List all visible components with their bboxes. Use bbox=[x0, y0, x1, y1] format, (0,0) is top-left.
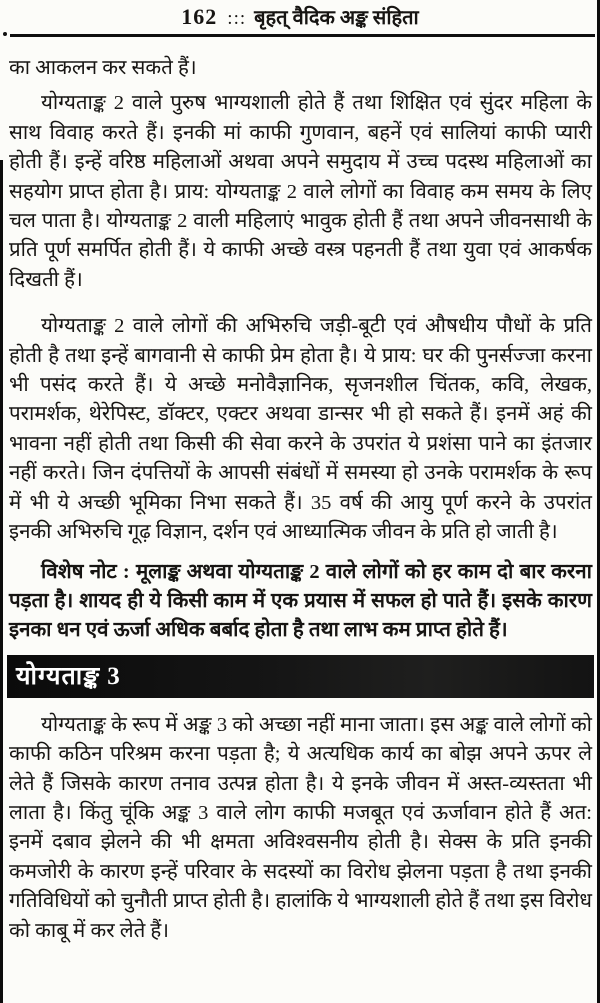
section-heading: योग्यताङ्क 3 bbox=[16, 662, 121, 690]
page-header bbox=[0, 0, 600, 33]
section-heading-banner bbox=[7, 655, 594, 698]
special-note-paragraph: विशेष नोट : मूलाङ्क अथवा योग्यताङ्क 2 वाले लोगों को हर काम दो बार करना पड़ता है। शायद ही ये किसी काम में एक प्रयास में सफल हो पाते हैं। इसके कारण इनका धन एवं ऊर्जा अधिक बर्बाद होता है तथा लाभ कम प्राप्त होते हैं। bbox=[9, 560, 592, 642]
scan-edge-left bbox=[0, 160, 3, 1003]
header-rule bbox=[10, 34, 595, 37]
page-number: 162 bbox=[181, 4, 218, 29]
paragraph-section-intro: योग्यताङ्क के रूप में अङ्क 3 को अच्छा नहीं माना जाता। इस अङ्क वाले लोगों को काफी कठिन परिश्रम करना पड़ता है; ये अत्यधिक कार्य का बोझ अपने ऊपर ले लेते हैं जिसके कारण तनाव उत्पन्न होता है। ये इनके जीवन में अस्त-व्यस्तता भी लाता है। किंतु चूंकि अङ्क 3 वाले लोग काफी मजबूत एवं ऊर्जावान होते हैं अत: इनमें दबाव झेलने की भी क्षमता अविश्वसनीय होती है। सेक्स के प्रति इनकी कमजोरी के कारण इन्हें परिवार के सदस्यों का विरोध झेलना पड़ता है तथा इनकी गतिविधियों को चुनौती प्राप्त होती है। हालांकि ये भाग्यशाली होते हैं तथा इस विरोध को काबू में कर लेते हैं। bbox=[9, 713, 592, 942]
header-separator: ::: bbox=[227, 8, 247, 29]
page-body bbox=[0, 54, 600, 946]
paragraph-marriage: योग्यताङ्क 2 वाले पुरुष भाग्यशाली होते हैं तथा शिक्षित एवं सुंदर महिला के साथ विवाह करते हैं। इनकी मां काफी गुणवान, बहनें एवं सालियां काफी प्यारी होती हैं। इन्हें वरिष्ठ महिलाओं अथवा अपने समुदाय में उच्च पदस्थ महिलाओं का सहयोग प्राप्त होता है। प्राय: योग्यताङ्क 2 वाले लोगों का विवाह कम समय के लिए चल पाता है। योग्यताङ्क 2 वाली महिलाएं भावुक होती हैं तथा अपने जीवनसाथी के प्रति पूर्ण समर्पित होती हैं। ये काफी अच्छे वस्त्र पहनती हैं तथा युवा एवं आकर्षक दिखती हैं। bbox=[9, 92, 592, 291]
paragraph-interests: योग्यताङ्क 2 वाले लोगों की अभिरुचि जड़ी-बूटी एवं औषधीय पौधों के प्रति होती है तथा इन्हें बागवानी से काफी प्रेम होता है। ये प्राय: घर की पुनर्सज्जा करना भी पसंद करते हैं। ये अच्छे मनोवैज्ञानिक, सृजनशील चिंतक, कवि, लेखक, परामर्शक, थेरेपिस्ट, डॉक्टर, एक्टर अथवा डान्सर भी हो सकते हैं। इनमें अहं की भावना नहीं होती तथा किसी की सेवा करने के उपरांत ये प्रशंसा पाने का इंतजार नहीं करते। जिन दंपत्तियों के आपसी संबंधों में समस्या हो उनके परामर्शक के रूप में भी ये अच्छी भूमिका निभा सकते हैं। 35 वर्ष की आयु पूर्ण करने के उपरांत इनकी अभिरुचि गूढ़ विज्ञान, दर्शन एवं आध्यात्मिक जीवन के प्रति हो जाती है। bbox=[9, 315, 592, 544]
book-title: बृहत् वैदिक अङ्क संहिता bbox=[254, 7, 419, 29]
scan-dot-artifact bbox=[3, 32, 7, 36]
continuation-line: का आकलन कर सकते हैं। bbox=[9, 57, 197, 79]
